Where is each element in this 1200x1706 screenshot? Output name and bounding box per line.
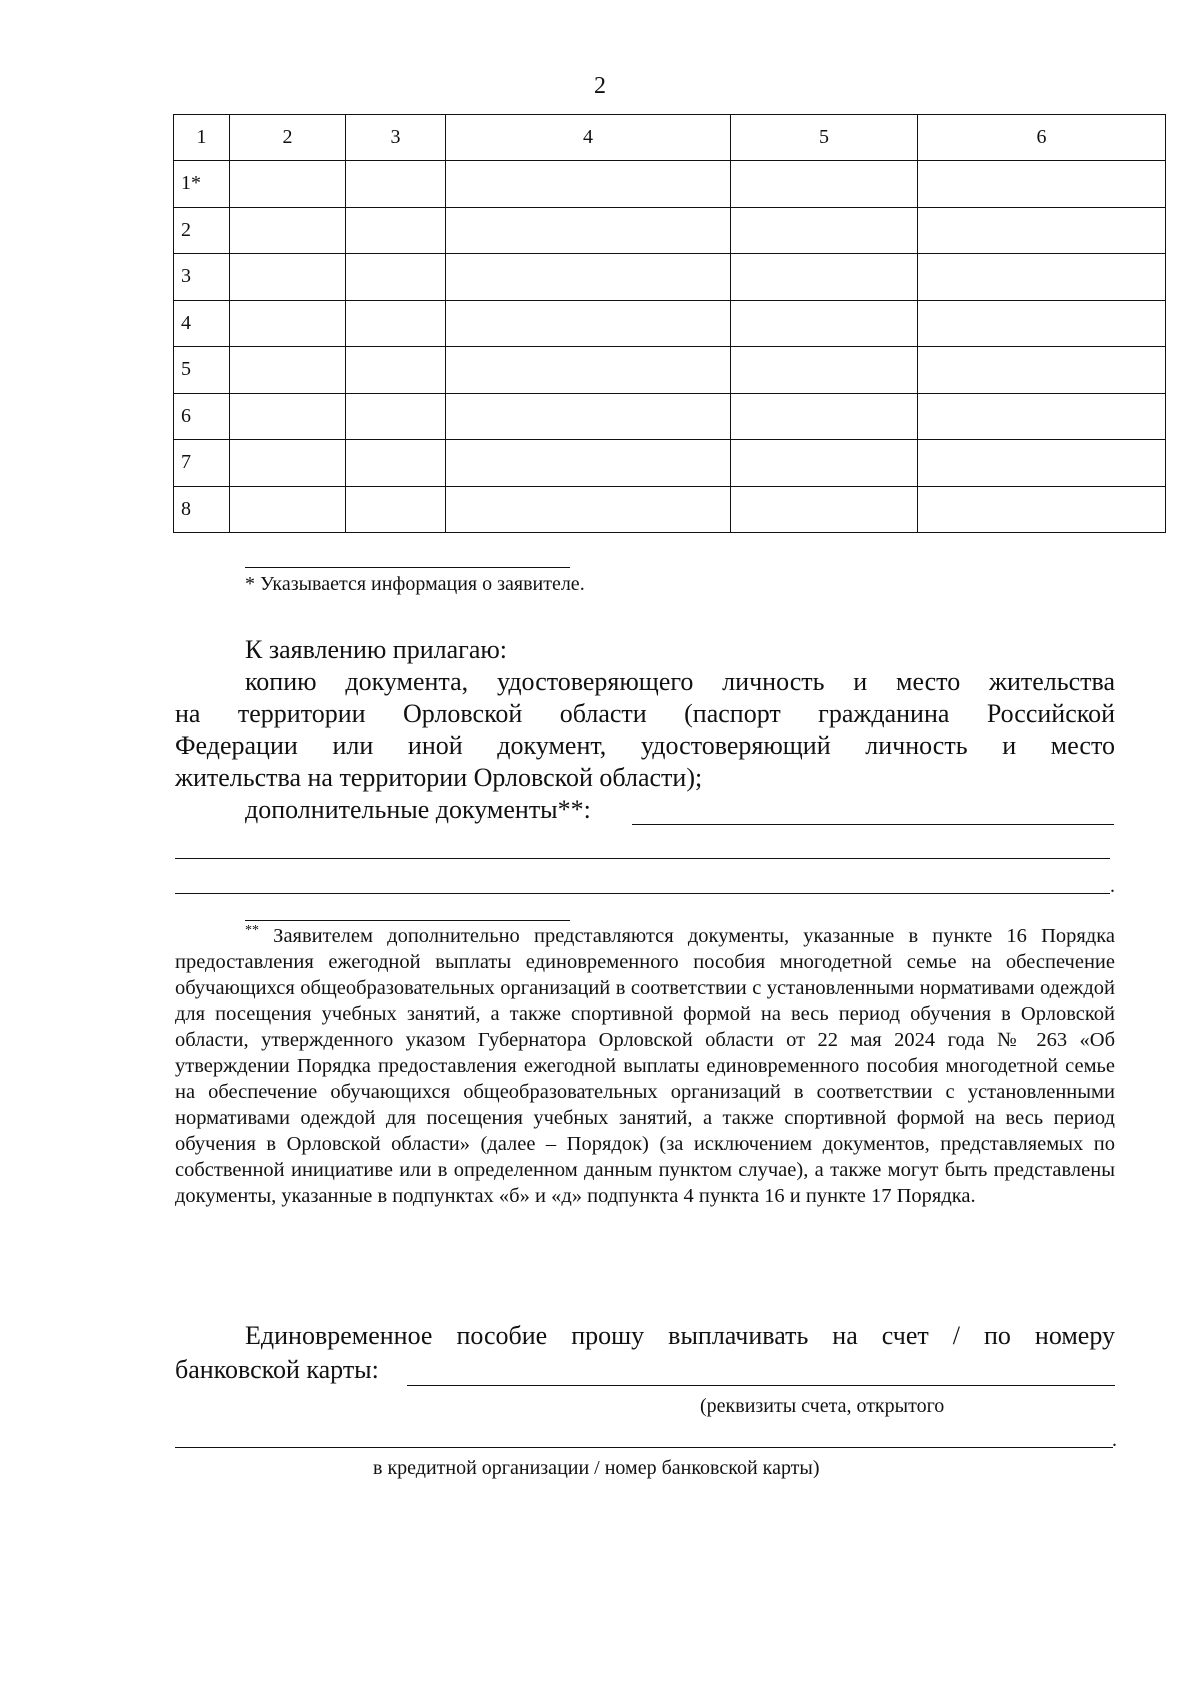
attachments-line-4: жительства на территории Орловской области); [175,763,703,792]
footnote-mark: ** [245,923,259,939]
table-cell[interactable] [446,161,731,208]
row-number: 3 [174,254,230,301]
payment-line-1: Единовременное пособие прошу выплачивать на счет / по номеру [245,1321,1115,1350]
table-cell[interactable] [230,393,346,440]
row-number: 8 [174,486,230,533]
table-cell[interactable] [230,347,346,394]
table-row [174,254,1166,301]
table-row [174,393,1166,440]
payment-line-2: банковской карты: [175,1355,379,1384]
row-number: 5 [174,347,230,394]
footnote-text: Заявителем дополнительно представляются документы, указанные в пункте 16 Порядка предоставления ежегодной выплаты единовременного пособия многодетной семье на обеспечение обучающихся общеобразовательных организаций в соответствии с установленными нормативами одеждой для посещения учебных занятий, а также спортивной формой на весь период обучения в Орловской области, утвержденного указом Губернатора Орловской области от 22 мая 2024 года № 263 «Об утверждении Порядка предоставления ежегодной выплаты единовременного пособия многодетной семье на обеспечение обучающихся общеобразовательных организаций в соответствии с установленными нормативами одеждой для посещения учебных занятий, а также спортивной формой на весь период обучения в Орловской области» (далее – Порядок) (за исключением документов, представляемых по собственной инициативе или в определенном данным пунктом случае), а также могут быть представлены документы, указанные в подпунктах «б» и «д» подпункта 4 пункта 16 и пункте 17 Порядка. [175,925,1115,1207]
table-row [174,440,1166,487]
attachments-line-1: копию документа, удостоверяющего личность и место жительства [245,667,1115,696]
attachments-line-2: на территории Орловской области (паспорт гражданина Российской [175,699,1115,728]
table-cell[interactable] [731,486,918,533]
table-cell[interactable] [446,486,731,533]
table-row [174,300,1166,347]
table-cell[interactable] [346,440,446,487]
table-row [174,207,1166,254]
row-number: 2 [174,207,230,254]
table-header-row [174,115,1166,161]
table-cell[interactable] [731,347,918,394]
footnote-separator-2 [245,920,570,921]
attachments-line-3: Федерации или иной документ, удостоверяющий личность и место [175,731,1115,760]
table-cell[interactable] [918,254,1166,301]
table-cell[interactable] [230,161,346,208]
table-cell[interactable] [731,161,918,208]
table-header-cell: 6 [918,115,1166,161]
table-cell[interactable] [346,393,446,440]
table-header-cell: 3 [346,115,446,161]
table-cell[interactable] [346,161,446,208]
table-header-cell: 1 [174,115,230,161]
bank-details-field[interactable] [407,1385,1115,1386]
table-cell[interactable] [230,440,346,487]
table-cell[interactable] [446,254,731,301]
table-cell[interactable] [918,486,1166,533]
table-cell[interactable] [918,161,1166,208]
footnote-separator [245,567,570,568]
extra-documents-label: дополнительные документы**: [245,795,591,824]
bank-details-caption-1: (реквизиты счета, открытого [700,1395,945,1417]
table-cell[interactable] [918,300,1166,347]
footnote-additional-documents [175,923,1115,1209]
page-number: 2 [594,73,606,99]
table-row [174,347,1166,394]
table-cell[interactable] [731,440,918,487]
table-header-cell: 2 [230,115,346,161]
table-cell[interactable] [731,300,918,347]
extra-documents-field-line-2[interactable] [175,858,1110,859]
extra-documents-field-line-3[interactable] [175,893,1110,894]
table-cell[interactable] [918,207,1166,254]
row-number: 7 [174,440,230,487]
table-cell[interactable] [731,207,918,254]
info-table [173,114,1166,533]
table-cell[interactable] [346,486,446,533]
table-cell[interactable] [446,440,731,487]
footnote-applicant: * Указывается информация о заявителе. [245,573,585,595]
table-cell[interactable] [446,347,731,394]
table-cell[interactable] [446,300,731,347]
table-cell[interactable] [230,486,346,533]
table-header-cell: 5 [731,115,918,161]
table-cell[interactable] [731,393,918,440]
table-cell[interactable] [918,440,1166,487]
attachments-heading [175,634,1115,666]
bank-details-caption-2: в кредитной организации / номер банковской карты) [373,1457,820,1479]
table-row [174,486,1166,533]
table-cell[interactable] [918,393,1166,440]
bank-details-field-line-2[interactable] [175,1447,1113,1448]
extra-documents-field[interactable] [632,824,1114,825]
line-end-dot: . [1112,1429,1117,1451]
table-cell[interactable] [346,254,446,301]
row-number: 6 [174,393,230,440]
attachments-heading-text: К заявлению прилагаю: [245,635,508,664]
table-cell[interactable] [230,207,346,254]
table-cell[interactable] [346,207,446,254]
table-cell[interactable] [346,300,446,347]
row-number: 1* [174,161,230,208]
table-header-cell: 4 [446,115,731,161]
table-cell[interactable] [346,347,446,394]
table-cell[interactable] [230,254,346,301]
table-cell[interactable] [230,300,346,347]
table-row [174,161,1166,208]
row-number: 4 [174,300,230,347]
line-end-dot: . [1110,875,1115,897]
table-cell[interactable] [446,207,731,254]
table-cell[interactable] [918,347,1166,394]
table-cell[interactable] [446,393,731,440]
table-cell[interactable] [731,254,918,301]
